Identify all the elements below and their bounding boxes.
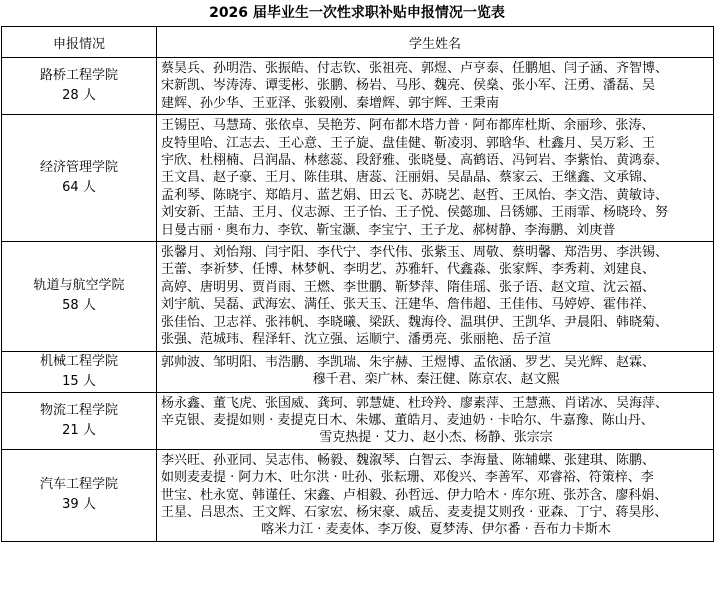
student-names-line: 穆千君、栾广林、秦汪健、陈京农、赵文熙	[312, 371, 560, 387]
student-names-cell	[157, 115, 714, 242]
college-name: 路桥工程学院	[39, 68, 118, 84]
student-names-line: 蔡昊兵、孙明浩、张振皓、付志钦、张祖亮、郭煜、卢亨泰、任鹏旭、闫子涵、齐智博、	[161, 61, 669, 76]
applicant-count: 58 人	[62, 298, 96, 314]
student-names-line: 刘宇航、吴磊、武海宏、满任、张天玉、汪建华、詹伟超、王佳伟、马婷婷、霍伟祥、	[161, 297, 656, 313]
student-names-cell	[157, 351, 714, 392]
student-names-line: 刘安新、王喆、王月、仪志源、王子怡、王子悦、侯懿珈、吕锈娜、王雨霏、杨晓玲、努	[161, 205, 669, 221]
college-cell	[2, 115, 157, 242]
applicant-count: 64 人	[62, 180, 96, 196]
college-cell	[2, 242, 157, 351]
college-cell	[2, 392, 157, 449]
applicant-count: 15 人	[62, 373, 96, 389]
student-names-line: 王星、吕思杰、王文辉、石家宏、杨宋豪、戚岳、麦麦提艾则孜 · 亚森、丁宁、蒋昊彤、	[161, 504, 668, 520]
table-row	[2, 242, 714, 351]
student-names-line: 张强、范城玮、程泽轩、沈立强、运顺宁、潘勇亮、张丽艳、岳子渲	[161, 332, 552, 348]
student-names-cell	[157, 58, 714, 115]
student-names-line: 如则麦麦提 · 阿力木、吐尔洪 · 吐孙、张耘珊、邓俊兴、李善军、邓睿裕、符策梓、李	[161, 470, 654, 486]
table-row	[2, 351, 714, 392]
table-row	[2, 115, 714, 242]
header-student-names: 学生姓名	[157, 27, 714, 58]
student-names-line: 世宝、杜永宽、韩谨任、宋鑫、卢相毅、孙哲远、伊力哈木 · 库尔班、张苏含、廖科娟、	[161, 487, 668, 503]
page-title: 2026 届毕业生一次性求职补贴申报情况一览表	[209, 5, 505, 21]
applicant-count: 39 人	[62, 497, 96, 513]
student-names-line: 高婷、唐明男、贾肖雨、王燃、李世鹏、靳梦萍、隋佳瑶、张子语、赵文瑄、沈云福、	[161, 279, 656, 295]
college-cell	[2, 58, 157, 115]
student-names-line: 宋新凯、岑涛涛、谭雯彬、张鹏、杨岩、马彤、魏亮、侯燊、张小军、汪勇、潘磊、吴	[161, 78, 656, 94]
college-name: 经济管理学院	[39, 160, 118, 176]
table-body	[2, 58, 714, 542]
student-names-line: 张馨月、刘怡翔、闫宇阳、李代宁、李代伟、张紫玉、周敬、蔡明馨、郑浩男、李洪锡、	[161, 245, 669, 261]
student-names-line: 建辉、孙少华、王亚泽、张毅刚、秦增辉、郭宇辉、王秉南	[161, 95, 500, 111]
student-names-cell	[157, 242, 714, 351]
student-names-line: 李兴旺、孙亚同、吴志伟、畅毅、魏溆琴、白智云、李海量、陈辅蝶、张建琪、陈鹏、	[161, 452, 656, 468]
student-names-line: 杨永鑫、董飞虎、张国威、龚珂、郭慧婕、杜玲羚、廖素萍、王慧燕、肖诺冰、吴海萍、	[161, 395, 669, 411]
student-names-line: 郭帅波、邹明阳、韦浩鹏、李凯瑞、朱宇赫、王煜博、孟依涵、罗艺、吴光辉、赵霖、	[161, 354, 656, 370]
student-names-line: 雪克热提 · 艾力、赵小杰、杨静、张宗宗	[319, 430, 553, 446]
student-names-line: 王锡臣、马慧琦、张依卓、吴艳芳、阿布都木塔力普 · 阿布都库杜斯、余丽珍、张涛、	[161, 118, 655, 134]
student-names-line: 张佳怡、卫志祥、张祎帆、李晓曦、梁跃、魏海伶、温琪伊、王凯华、尹晨阳、韩晓菊、	[161, 314, 669, 330]
college-name: 机械工程学院	[39, 353, 118, 369]
student-names-line: 皮特里哈、江志去、王心意、王子旋、盘佳健、靳凌羽、郭晗华、杜鑫月、吴万彩、王	[161, 135, 656, 151]
student-names-line: 宇欣、杜栩楠、吕润晶、林慈蕊、段舒雅、张晓曼、高鹤语、冯钶岩、李紫怡、黄鸿泰、	[161, 153, 669, 169]
college-cell	[2, 449, 157, 541]
college-cell	[2, 351, 157, 392]
student-names-line: 王文昌、赵子豪、王月、陈佳琪、唐蕊、汪丽娟、吴晶晶、蔡家云、王继鑫、文承锦、	[161, 170, 656, 186]
applicant-count: 28 人	[62, 88, 96, 104]
table-header-row	[2, 27, 714, 58]
student-names-cell	[157, 392, 714, 449]
student-names-line: 日曼古丽 · 奥布力、李钦、靳宝灏、李宝宁、王子龙、郝树静、李海鹏、刘庚普	[161, 222, 616, 238]
student-names-line: 王蕾、李祈梦、任博、林梦帆、李明艺、苏雅轩、代鑫淼、张家辉、李秀莉、刘建良、	[161, 262, 656, 278]
college-name: 物流工程学院	[39, 402, 118, 418]
student-names-line: 喀米力江 · 麦麦体、李万俊、夏梦涛、伊尔番 · 吾布力卡斯木	[261, 522, 611, 538]
student-names-cell	[157, 449, 714, 541]
college-name: 汽车工程学院	[39, 477, 118, 493]
table-row	[2, 449, 714, 541]
student-names-line: 辛克银、麦提如则 · 麦提克日木、朱娜、董皓月、麦迪奶 · 卡哈尔、牛嘉豫、陈山丹、	[161, 412, 654, 428]
table-row	[2, 58, 714, 115]
header-apply-status: 申报情况	[2, 27, 157, 58]
table-row	[2, 392, 714, 449]
subsidy-table	[1, 26, 714, 542]
applicant-count: 21 人	[62, 422, 96, 438]
student-names-line: 孟利琴、陈晓宇、郑皓月、蓝艺娟、田云飞、苏晓艺、赵哲、王凤怡、李文浩、黄敏诗、	[161, 187, 669, 203]
college-name: 轨道与航空学院	[33, 278, 125, 294]
